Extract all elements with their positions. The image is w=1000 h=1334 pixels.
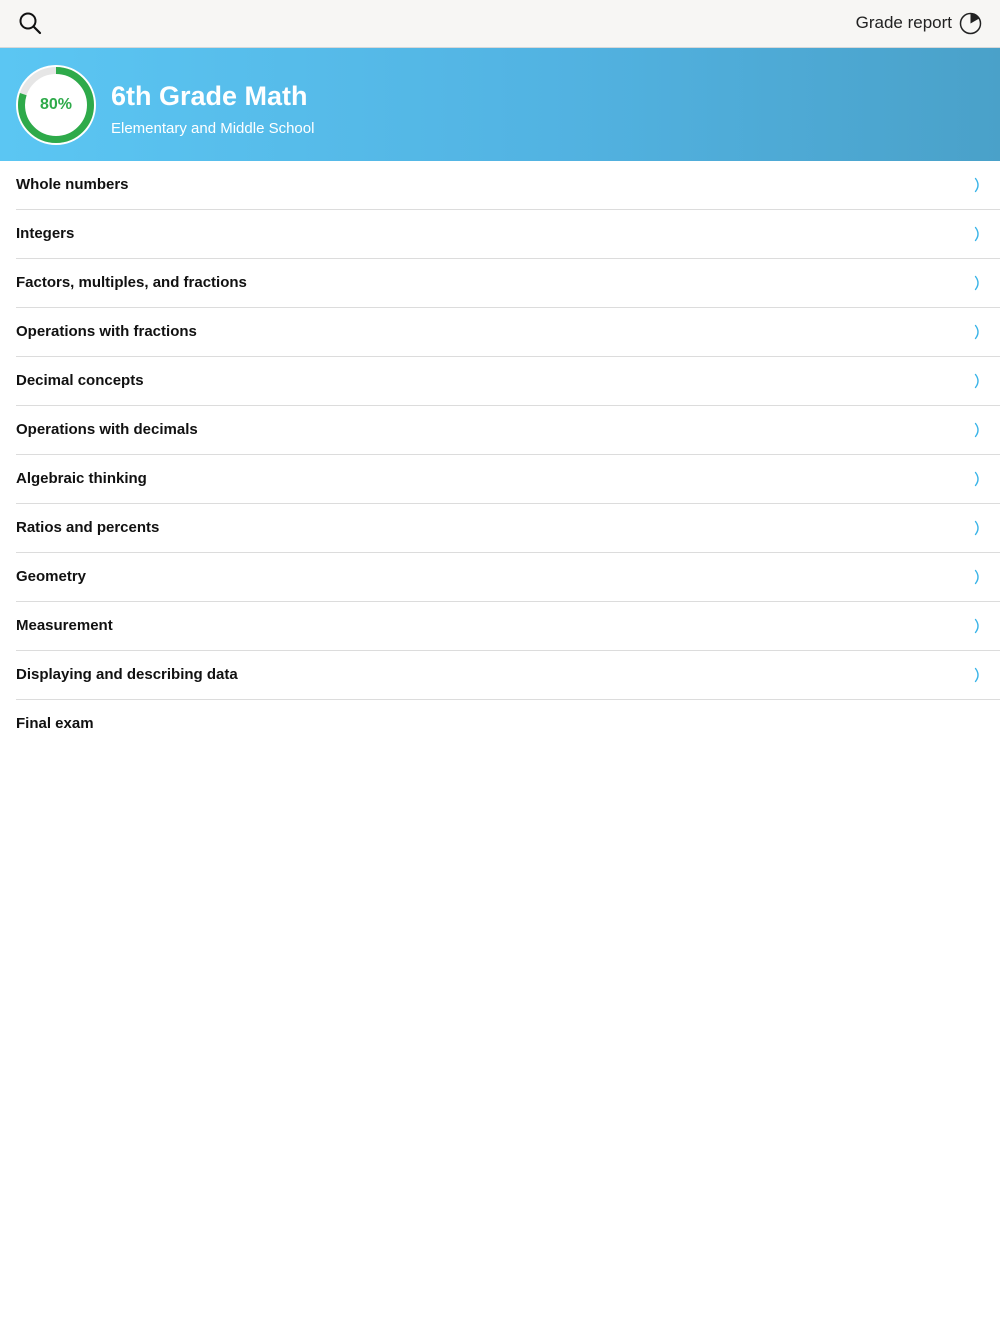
chapter-label: Integers [16,225,75,242]
chapter-label: Geometry [16,568,87,585]
chapter-row[interactable] [16,651,1000,700]
chevron-right-icon [974,520,982,536]
chapter-row[interactable] [16,210,1000,259]
grade-report-label: Grade report [855,13,952,32]
chevron-right-icon [974,422,982,438]
chapter-row[interactable] [16,602,1000,651]
chapter-row[interactable] [16,455,1000,504]
pie-chart-icon [959,12,982,35]
course-header [0,48,1000,161]
chevron-right-icon [974,618,982,634]
search-button[interactable] [17,10,43,36]
chevron-right-icon [974,177,982,193]
chapter-label: Displaying and describing data [16,666,238,683]
chevron-right-icon [974,373,982,389]
chevron-right-icon [974,226,982,242]
progress-percent: 80% [39,96,73,113]
chapter-list [0,161,1000,748]
chapter-label: Ratios and percents [16,519,160,536]
chapter-label: Measurement [16,617,113,634]
chapter-label: Algebraic thinking [16,470,147,487]
chapter-row[interactable] [16,308,1000,357]
grade-report-button[interactable] [856,10,982,36]
chevron-right-icon [974,569,982,585]
chapter-label: Decimal concepts [16,372,144,389]
top-toolbar [0,0,1000,48]
chevron-right-icon [974,275,982,291]
chevron-right-icon [974,471,982,487]
chapter-label: Final exam [16,715,94,732]
chevron-right-icon [974,324,982,340]
chapter-row[interactable] [16,504,1000,553]
chapter-row[interactable] [16,406,1000,455]
chapter-label: Factors, multiples, and fractions [16,274,247,291]
chapter-label: Operations with fractions [16,323,197,340]
chapter-row[interactable] [16,259,1000,308]
chevron-right-icon [974,667,982,683]
chapter-label: Whole numbers [16,176,129,193]
chapter-label: Operations with decimals [16,421,198,438]
course-subtitle: Elementary and Middle School [111,120,315,137]
chapter-row[interactable] [16,700,1000,748]
chapter-row[interactable] [16,357,1000,406]
chapter-row[interactable] [16,553,1000,602]
search-icon [17,10,43,36]
chapter-row[interactable] [16,161,1000,210]
course-title: 6th Grade Math [111,81,308,111]
